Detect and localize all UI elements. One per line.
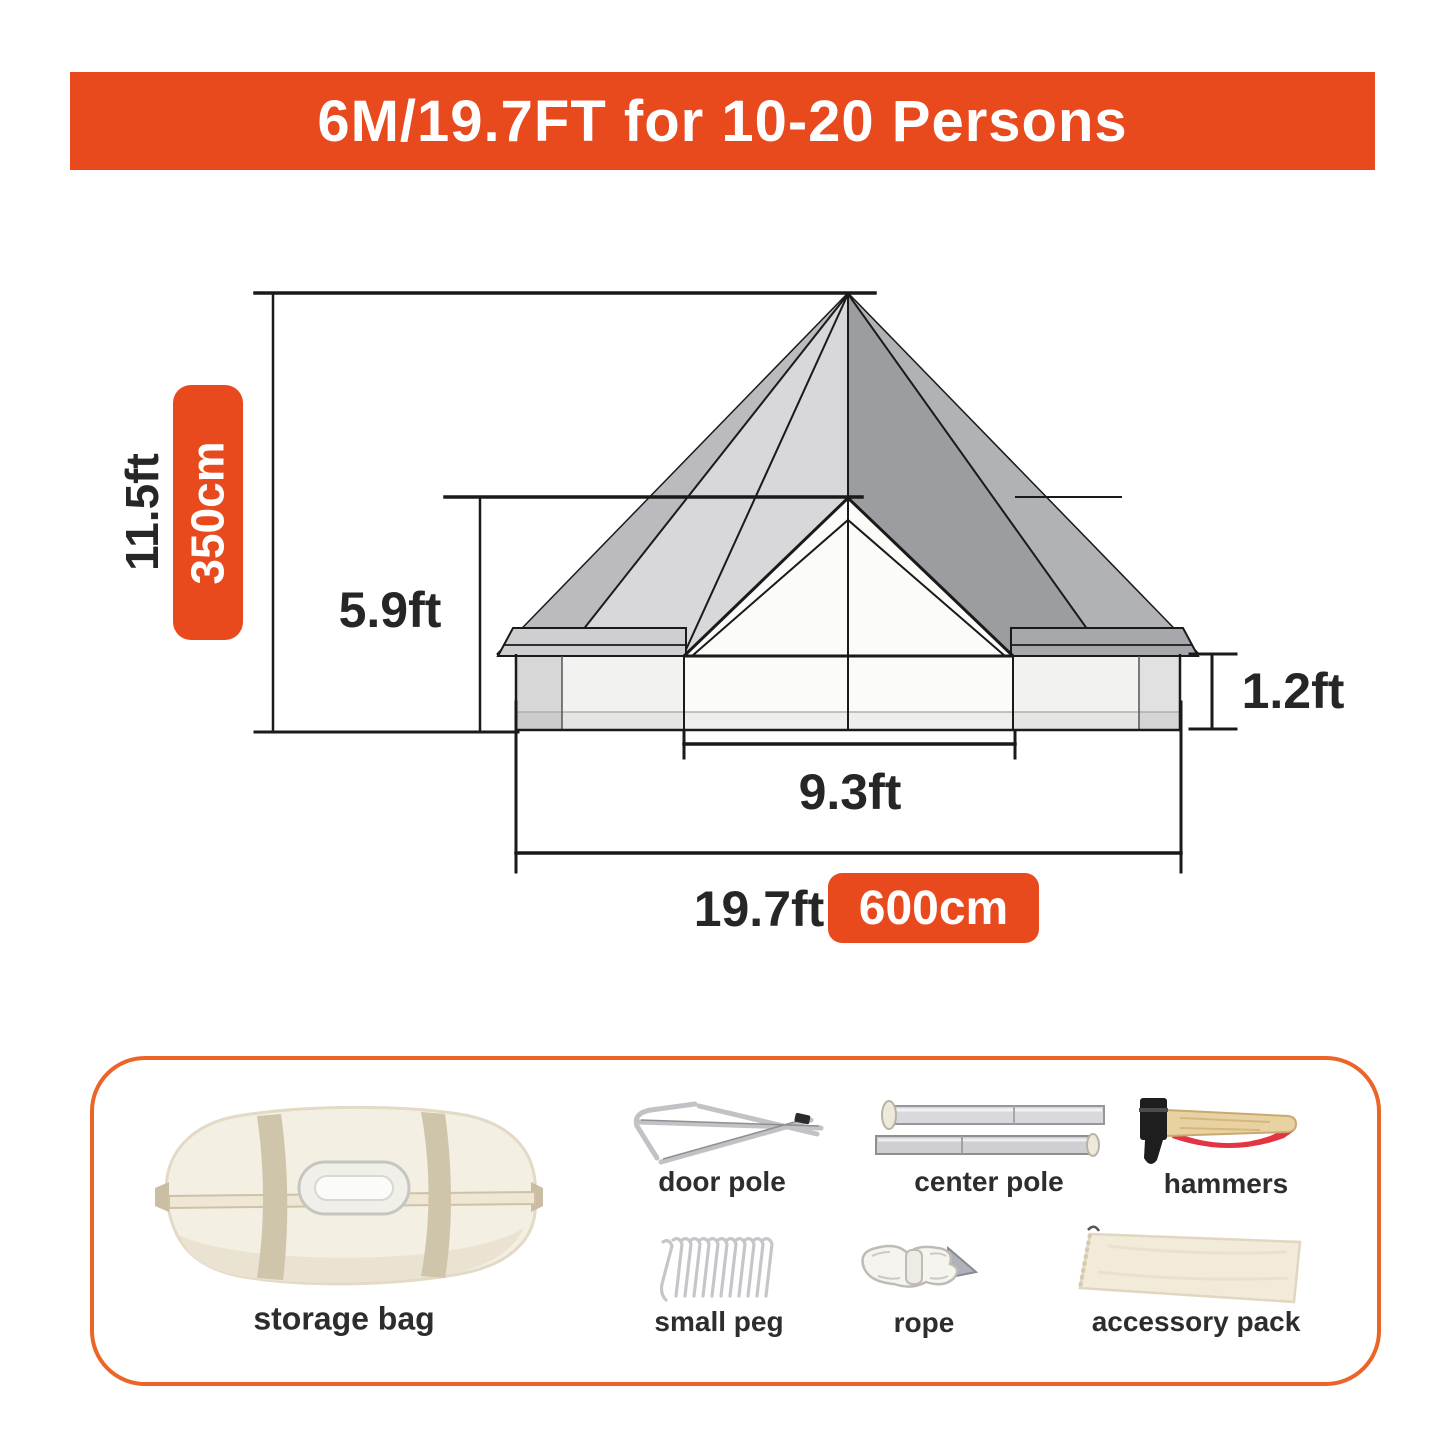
hammers-icon — [1120, 1094, 1316, 1172]
small-peg-icon — [652, 1232, 786, 1304]
door-width-label: 9.3ft — [798, 764, 902, 820]
diameter-cm-badge — [828, 873, 1039, 943]
total-height-cm-badge — [173, 385, 243, 640]
wall-peak-height-label: 5.9ft — [338, 582, 442, 638]
storage-bag-icon — [139, 1100, 559, 1290]
storage-bag-label: storage bag — [253, 1300, 435, 1337]
diameter-ft-label: 19.7ft — [693, 881, 825, 937]
center-pole-icon — [862, 1100, 1109, 1166]
diameter-cm-label: 600cm — [858, 881, 1009, 935]
total-height-ft-label: 11.5ft — [116, 453, 168, 571]
rope-label: rope — [893, 1307, 955, 1338]
banner — [70, 72, 1375, 170]
accessory-pack-label: accessory pack — [1091, 1306, 1301, 1337]
accessory-pack-icon — [1068, 1220, 1314, 1310]
door-pole-icon — [599, 1092, 834, 1172]
side-wall-height-label: 1.2ft — [1241, 663, 1345, 719]
total-height-cm-label: 350cm — [182, 440, 235, 585]
center-pole-label: center pole — [914, 1166, 1064, 1197]
hammers-label: hammers — [1163, 1168, 1289, 1199]
banner-title: 6M/19.7FT for 10-20 Persons — [317, 88, 1128, 154]
accessories-panel — [90, 1056, 1381, 1386]
small-peg-label: small peg — [654, 1306, 784, 1337]
door-pole-label: door pole — [658, 1166, 786, 1197]
rope-icon — [850, 1238, 989, 1296]
